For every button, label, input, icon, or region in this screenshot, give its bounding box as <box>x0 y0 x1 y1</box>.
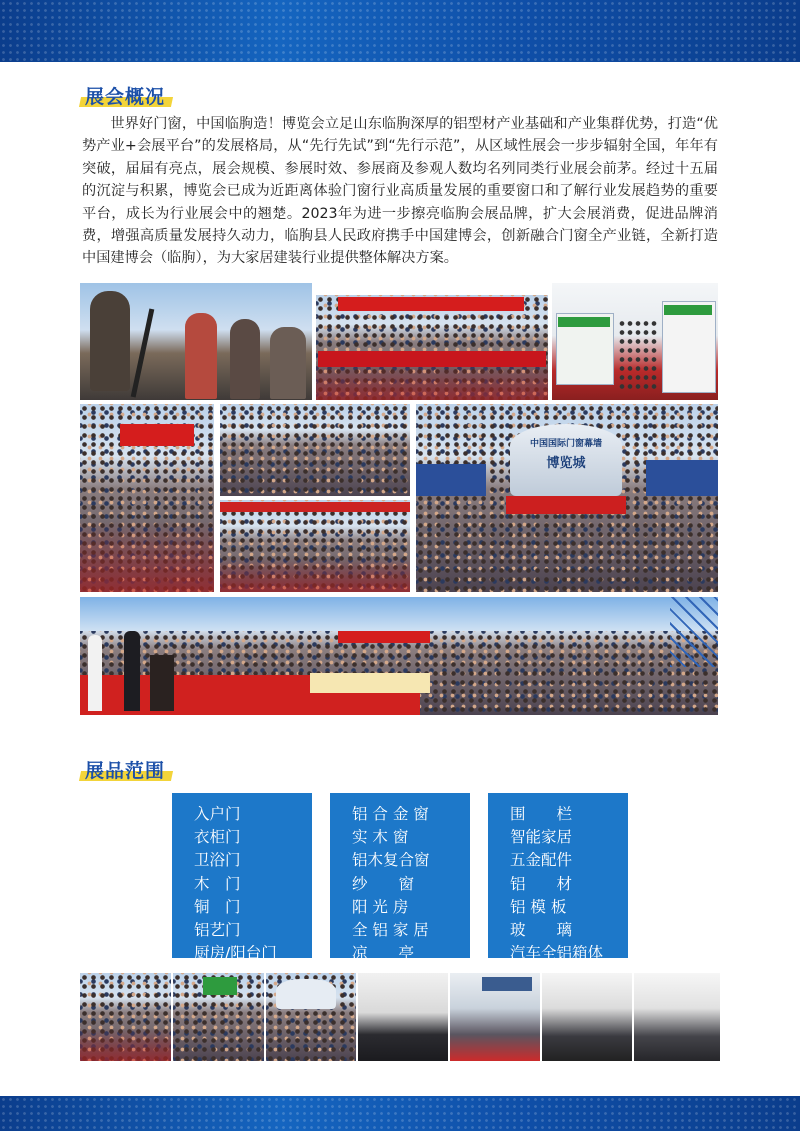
category-item: 卫浴门 <box>194 851 241 870</box>
photo-strip-5 <box>450 973 540 1061</box>
section-heading-scope: 展品范围 <box>82 756 168 782</box>
category-item: 汽车全铝箱体 <box>510 944 604 963</box>
photo-strip-3 <box>266 973 356 1061</box>
category-item: 木 门 <box>194 874 241 893</box>
category-item: 铝木复合窗 <box>352 851 430 870</box>
photo-strip-4 <box>358 973 448 1061</box>
category-item: 智能家居 <box>510 828 573 847</box>
photo-exhibition-hall <box>552 283 718 400</box>
photo-dense-crowd-1 <box>220 404 410 496</box>
section-heading-overview: 展会概况 <box>82 82 168 108</box>
top-decorative-band <box>0 0 800 62</box>
category-item: 实 木 窗 <box>352 828 409 847</box>
category-box-doors <box>172 793 312 963</box>
photo-panorama-ceremony <box>80 597 718 715</box>
photo-venue-building <box>416 404 718 592</box>
category-item: 五金配件 <box>510 851 573 870</box>
bottom-decorative-band <box>0 1096 800 1131</box>
photo-strip-6 <box>542 973 632 1061</box>
category-item: 围 栏 <box>510 805 573 823</box>
category-item: 衣柜门 <box>194 828 241 847</box>
category-item: 铜 门 <box>194 897 241 916</box>
category-item: 铝 合 金 窗 <box>352 805 429 823</box>
category-item: 铝 材 <box>510 874 573 893</box>
category-item: 凉 亭 <box>352 944 415 963</box>
venue-sign-2: 博览城 <box>546 456 586 471</box>
category-item: 纱 窗 <box>352 874 415 893</box>
photo-strip-1 <box>80 973 171 1061</box>
photo-group-banner <box>316 295 548 400</box>
photo-strip-2 <box>173 973 264 1061</box>
category-item: 全 铝 家 居 <box>352 921 429 940</box>
photo-dense-crowd-2 <box>220 500 410 592</box>
category-item: 铝艺门 <box>194 921 241 940</box>
category-box-windows <box>330 793 470 963</box>
category-item: 玻 璃 <box>510 921 573 940</box>
intro-paragraph: 世界好门窗，中国临朐造！博览会立足山东临朐深厚的铝型材产业基础和产业集群优势，打造“优势产业+会展平台”的发展格局，从“先行先试”到“先行示范”，从区域性展会一步步辐射全国，年年有突破，届届有亮点，展会规模、参展时效、参展商及参观人数均名列同类行业展会前茅。经过十五届的沉淀与积累，博览会已成为近距离体验门窗行业高质量发展的重要窗口和了解行业发展趋势的重要平台，成长为行业展会中的翘楚。2023年为进一步擦亮临朐会展品牌，扩大会展消费，促进品牌消费，增强高质量发展持久动力，临朐县人民政府携手中国建博会，创新融合门窗全产业链，全新打造中国建博会（临朐），为大家居建装行业提供整体解决方案。 <box>82 116 718 267</box>
category-item: 阳 光 房 <box>352 897 409 916</box>
photo-camera-crew <box>80 283 312 400</box>
category-box-others <box>488 793 628 963</box>
photo-strip-7 <box>634 973 720 1061</box>
venue-sign: 中国国际门窗幕墙 <box>529 439 602 449</box>
photo-entrance-crowd <box>80 404 214 592</box>
category-item: 入户门 <box>194 805 241 823</box>
category-item: 厨房/阳台门 <box>194 944 277 963</box>
category-item: 铝 模 板 <box>510 897 567 916</box>
